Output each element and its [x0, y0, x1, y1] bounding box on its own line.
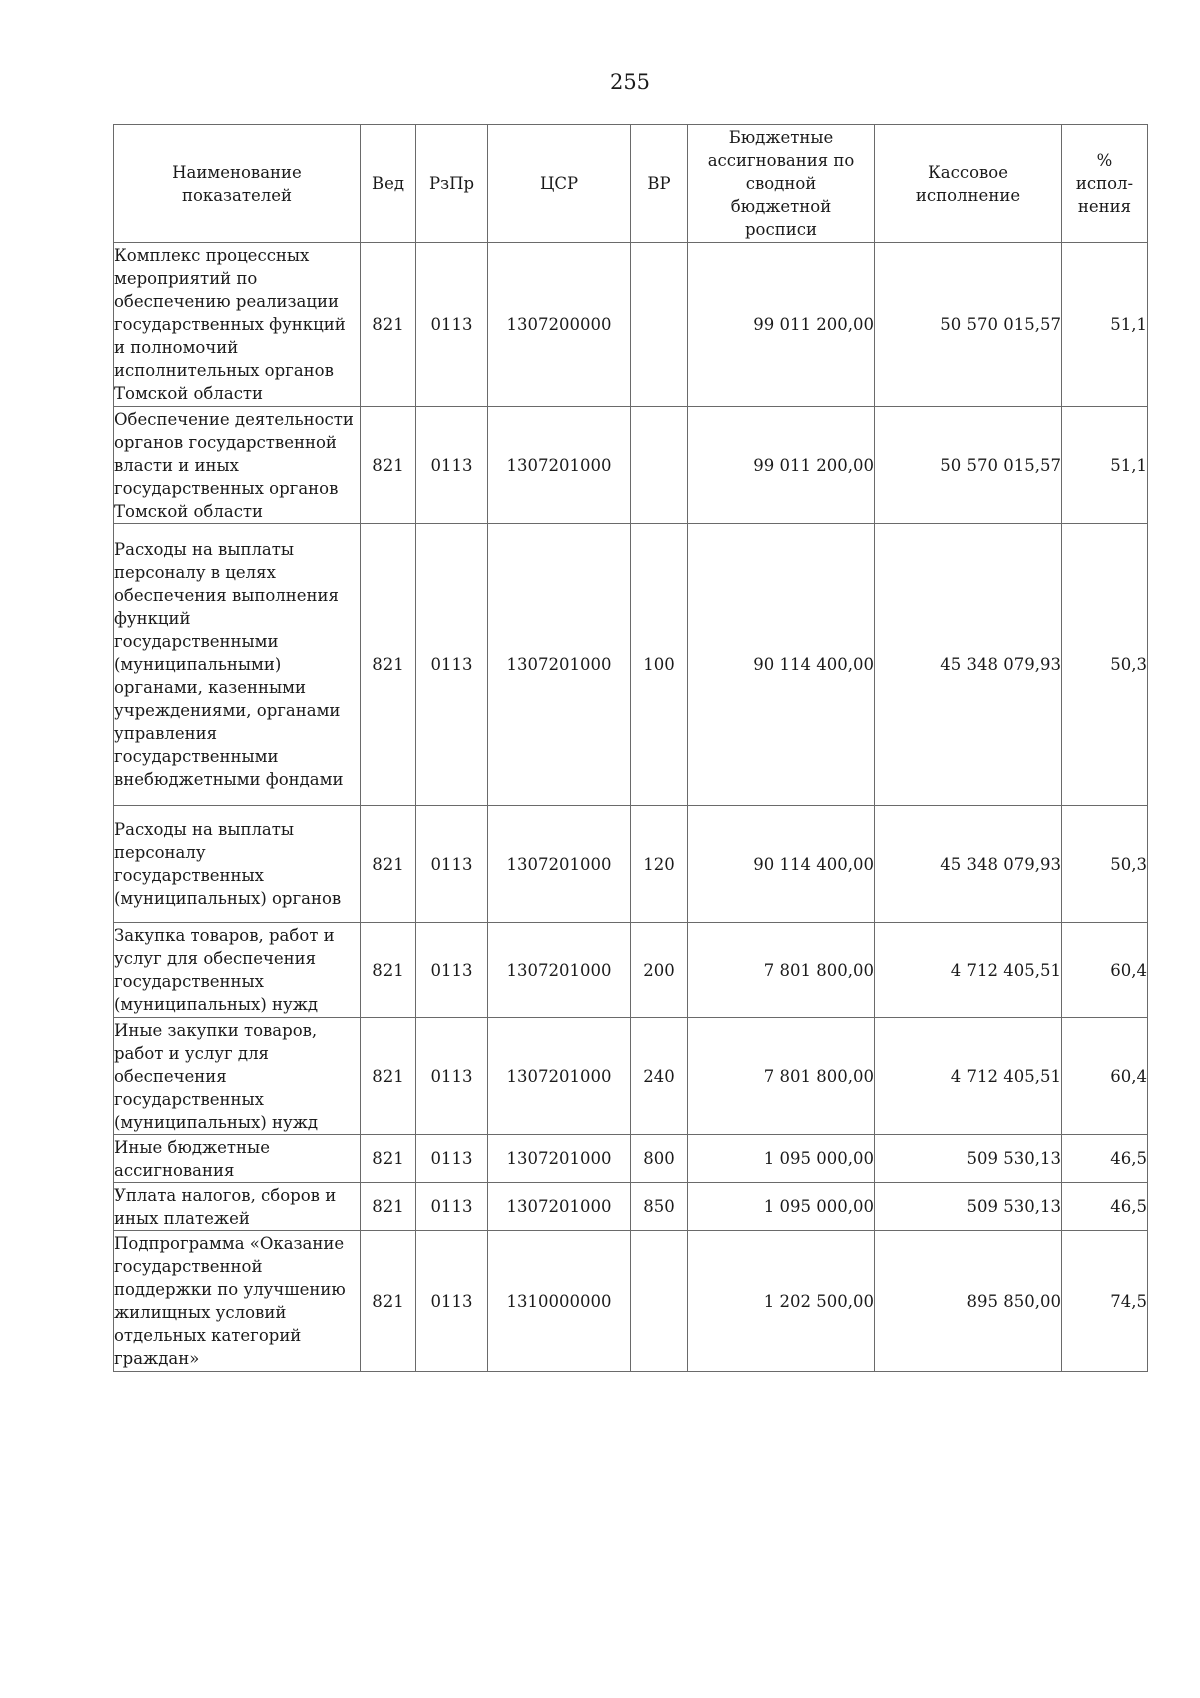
cell-assigned: 7 801 800,00 — [688, 1018, 875, 1135]
cell-name: Иные закупки товаров, работ и услуг для обеспечения государственных (муниципальных) нужд — [114, 1018, 361, 1135]
cell-vr: 100 — [631, 524, 688, 806]
table-row — [114, 243, 1148, 407]
cell-csr: 1307200000 — [488, 243, 631, 407]
cell-ved: 821 — [361, 1135, 416, 1183]
header-csr: ЦСР — [488, 125, 631, 243]
cell-name: Обеспечение деятельности органов государственной власти и иных государственных органов Томской области — [114, 407, 361, 524]
cell-csr: 1307201000 — [488, 806, 631, 923]
cell-vr — [631, 1231, 688, 1372]
header-rzpr: РзПр — [416, 125, 488, 243]
page-number: 255 — [609, 70, 651, 94]
cell-csr: 1307201000 — [488, 1018, 631, 1135]
cell-name: Расходы на выплаты персоналу государственных (муниципальных) органов — [114, 806, 361, 923]
cell-csr: 1310000000 — [488, 1231, 631, 1372]
table-header-row — [114, 125, 1148, 243]
cell-ved: 821 — [361, 923, 416, 1018]
cell-vr: 240 — [631, 1018, 688, 1135]
cell-ved: 821 — [361, 524, 416, 806]
cell-vr — [631, 243, 688, 407]
cell-assigned: 1 095 000,00 — [688, 1135, 875, 1183]
cell-ved: 821 — [361, 1018, 416, 1135]
cell-csr: 1307201000 — [488, 407, 631, 524]
cell-percent: 51,1 — [1062, 243, 1148, 407]
table-row — [114, 407, 1148, 524]
header-assigned: Бюджетные ассигнования по сводной бюджетной росписи — [688, 125, 875, 243]
cell-ved: 821 — [361, 243, 416, 407]
cell-rzpr: 0113 — [416, 1018, 488, 1135]
header-vr: ВР — [631, 125, 688, 243]
cell-executed: 45 348 079,93 — [875, 806, 1062, 923]
cell-ved: 821 — [361, 1231, 416, 1372]
cell-executed: 45 348 079,93 — [875, 524, 1062, 806]
cell-rzpr: 0113 — [416, 524, 488, 806]
cell-percent: 51,1 — [1062, 407, 1148, 524]
cell-executed: 4 712 405,51 — [875, 923, 1062, 1018]
cell-ved: 821 — [361, 407, 416, 524]
cell-rzpr: 0113 — [416, 806, 488, 923]
table-row — [114, 1231, 1148, 1372]
cell-percent: 50,3 — [1062, 524, 1148, 806]
cell-executed: 895 850,00 — [875, 1231, 1062, 1372]
cell-name: Комплекс процессных мероприятий по обеспечению реализации государственных функций и полномочий исполнительных органов Томской области — [114, 243, 361, 407]
cell-percent: 74,5 — [1062, 1231, 1148, 1372]
cell-percent: 50,3 — [1062, 806, 1148, 923]
cell-csr: 1307201000 — [488, 524, 631, 806]
cell-executed: 50 570 015,57 — [875, 243, 1062, 407]
table-row — [114, 1018, 1148, 1135]
header-ved: Вед — [361, 125, 416, 243]
cell-vr: 800 — [631, 1135, 688, 1183]
cell-vr: 200 — [631, 923, 688, 1018]
cell-rzpr: 0113 — [416, 1231, 488, 1372]
cell-assigned: 90 114 400,00 — [688, 524, 875, 806]
cell-name: Иные бюджетные ассигнования — [114, 1135, 361, 1183]
cell-vr: 120 — [631, 806, 688, 923]
cell-name: Закупка товаров, работ и услуг для обеспечения государственных (муниципальных) нужд — [114, 923, 361, 1018]
cell-assigned: 7 801 800,00 — [688, 923, 875, 1018]
table-row — [114, 923, 1148, 1018]
cell-percent: 46,5 — [1062, 1135, 1148, 1183]
cell-ved: 821 — [361, 806, 416, 923]
cell-percent: 60,4 — [1062, 1018, 1148, 1135]
cell-rzpr: 0113 — [416, 407, 488, 524]
cell-executed: 509 530,13 — [875, 1183, 1062, 1231]
cell-percent: 60,4 — [1062, 923, 1148, 1018]
cell-rzpr: 0113 — [416, 923, 488, 1018]
cell-assigned: 90 114 400,00 — [688, 806, 875, 923]
cell-executed: 50 570 015,57 — [875, 407, 1062, 524]
cell-executed: 509 530,13 — [875, 1135, 1062, 1183]
cell-assigned: 99 011 200,00 — [688, 407, 875, 524]
cell-name: Уплата налогов, сборов и иных платежей — [114, 1183, 361, 1231]
cell-csr: 1307201000 — [488, 1183, 631, 1231]
cell-csr: 1307201000 — [488, 1135, 631, 1183]
cell-vr — [631, 407, 688, 524]
cell-executed: 4 712 405,51 — [875, 1018, 1062, 1135]
header-name: Наименование показателей — [114, 125, 361, 243]
table-row — [114, 1183, 1148, 1231]
cell-rzpr: 0113 — [416, 1135, 488, 1183]
header-executed: Кассовое исполнение — [875, 125, 1062, 243]
cell-ved: 821 — [361, 1183, 416, 1231]
cell-rzpr: 0113 — [416, 1183, 488, 1231]
cell-name: Подпрограмма «Оказание государственной поддержки по улучшению жилищных условий отдельных категорий граждан» — [114, 1231, 361, 1372]
cell-rzpr: 0113 — [416, 243, 488, 407]
table-row — [114, 1135, 1148, 1183]
budget-table — [113, 124, 1148, 1372]
cell-assigned: 1 095 000,00 — [688, 1183, 875, 1231]
cell-name: Расходы на выплаты персоналу в целях обеспечения выполнения функций государственными (муниципальными) органами, казенными учреждениями, органами управления государственными внебюджетными фондами — [114, 524, 361, 806]
cell-assigned: 1 202 500,00 — [688, 1231, 875, 1372]
cell-vr: 850 — [631, 1183, 688, 1231]
cell-percent: 46,5 — [1062, 1183, 1148, 1231]
cell-csr: 1307201000 — [488, 923, 631, 1018]
header-percent: % испол-нения — [1062, 125, 1148, 243]
table-row — [114, 524, 1148, 806]
cell-assigned: 99 011 200,00 — [688, 243, 875, 407]
table-row — [114, 806, 1148, 923]
